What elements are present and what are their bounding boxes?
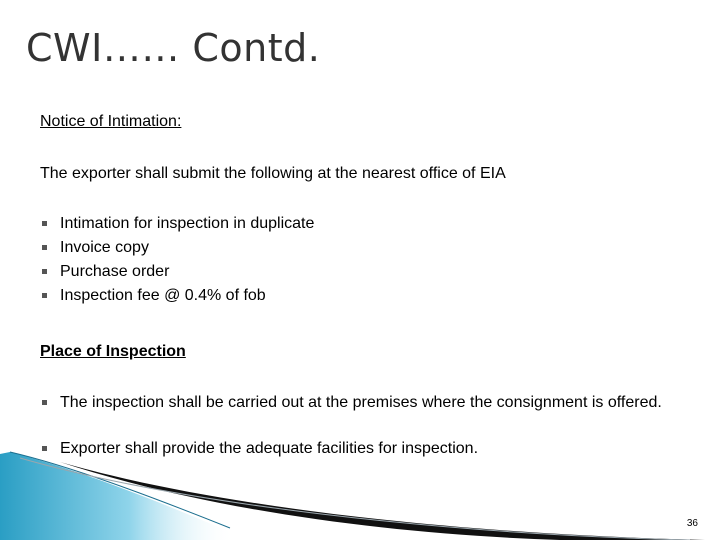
list-item: The inspection shall be carried out at the premises where the consignment is offered.	[38, 392, 678, 413]
list-item: Invoice copy	[38, 236, 678, 260]
list-item: Purchase order	[38, 260, 678, 284]
section-heading-notice: Notice of Intimation:	[40, 113, 182, 130]
list-item: Intimation for inspection in duplicate	[38, 212, 678, 236]
decorative-swoosh	[0, 450, 720, 540]
slide-title: CWI…… Contd.	[26, 26, 321, 70]
inspection-place-list	[38, 392, 678, 459]
intro-text: The exporter shall submit the following at the nearest office of EIA	[40, 165, 506, 182]
section-heading-place: Place of Inspection	[40, 343, 186, 360]
list-item: Exporter shall provide the adequate facilities for inspection.	[38, 438, 678, 459]
page-number: 36	[686, 518, 698, 529]
list-item: Inspection fee @ 0.4% of fob	[38, 284, 678, 308]
requirements-list	[38, 212, 678, 308]
